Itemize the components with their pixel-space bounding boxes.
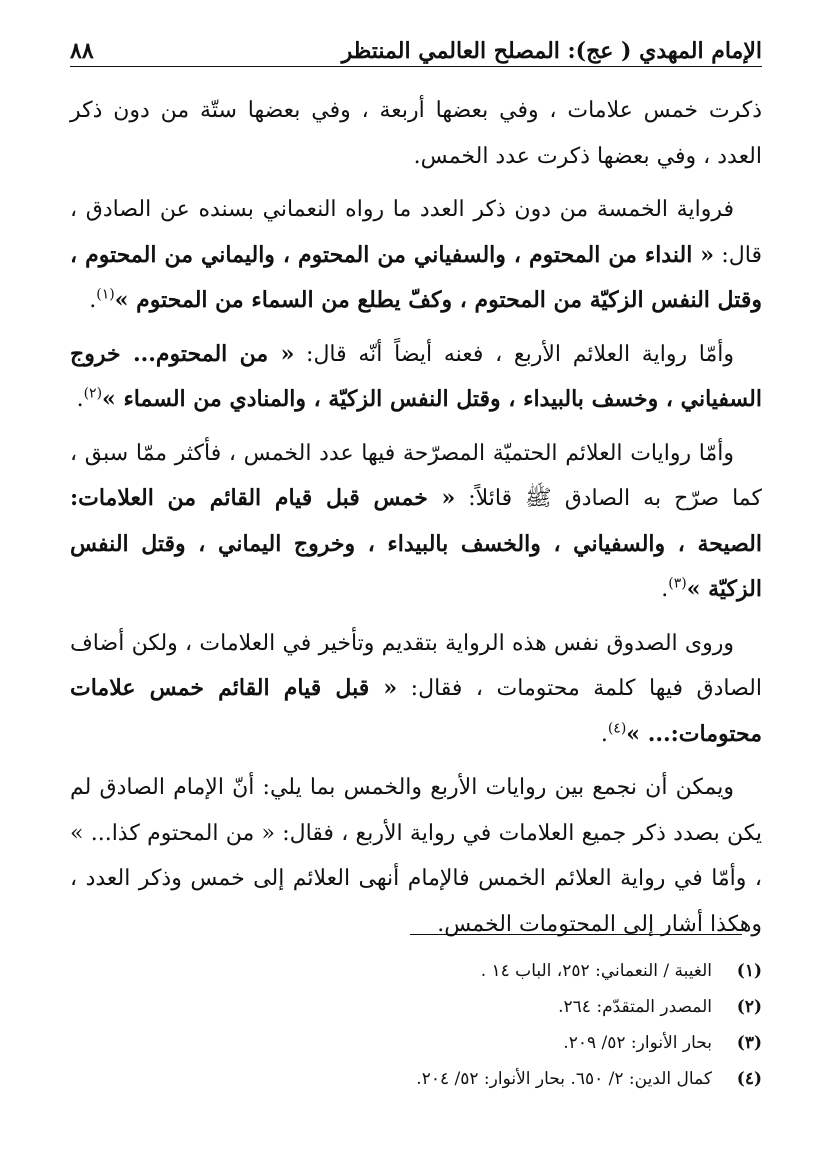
footnote — [70, 1061, 762, 1097]
quoted-narration: « من المحتوم... خروج السفياني ، وخسف بالبيداء ، وقتل النفس الزكيّة ، والمنادي من السماء » — [70, 340, 762, 412]
footnote-number: (٤) — [736, 1069, 762, 1089]
text-run: وأمّا روايات العلائم الحتميّة المصرّحة فيها عدد الخمس ، فأكثر ممّا سبق ، كما صرّح به الصادق ﷺ قائلاً: — [70, 440, 762, 511]
footnote-separator — [410, 934, 742, 935]
text-run: فرواية الخمسة من دون ذكر العدد ما رواه النعماني بسنده عن الصادق ، قال: — [70, 197, 763, 268]
footnote-text: المصدر المتقدّم: ٢٦٤. — [558, 997, 712, 1017]
page-header — [70, 24, 762, 68]
text-run: . — [661, 577, 669, 602]
footnotes — [70, 953, 762, 1097]
quoted-narration: « خمس قبل قيام القائم من العلامات: الصيحة ، والسفياني ، والخسف بالبيداء ، وخروج اليماني ، وقتل النفس الزكيّة » — [70, 485, 762, 602]
quoted-narration: « قبل قيام القائم خمس علامات محتومات:... » — [70, 675, 762, 747]
footnote-ref: (١) — [96, 286, 115, 303]
text-run: وأمّا رواية العلائم الأربع ، فعنه أيضاً أنّه قال: — [294, 341, 734, 367]
footnote — [70, 953, 762, 989]
paragraph — [70, 332, 762, 423]
footnote-ref: (٤) — [607, 720, 627, 737]
footnote-text: بحار الأنوار: ٥٢/ ٢٠٩. — [563, 1033, 712, 1053]
text-run: . — [89, 288, 97, 313]
running-title: الإمام المهدي ( عج): المصلح العالمي المنتظر — [341, 38, 762, 64]
text-run: . — [76, 387, 84, 412]
footnote-text: كمال الدين: ٢/ ٦٥٠. بحار الأنوار: ٥٢/ ٢٠٤. — [416, 1069, 712, 1089]
footnote — [70, 1025, 762, 1061]
footnote-text: الغيبة / النعماني: ٢٥٢، الباب ١٤ . — [480, 961, 712, 981]
header-rule — [70, 66, 762, 67]
footnote-ref: (٣) — [668, 575, 687, 592]
footnote-number: (١) — [736, 961, 762, 981]
page-number: ٨٨ — [70, 38, 94, 64]
text-run: . — [600, 721, 608, 747]
footnote-ref: (٢) — [83, 385, 103, 402]
paragraph — [70, 765, 762, 947]
main-text — [70, 88, 762, 955]
text-run: وروى الصدوق نفس هذه الرواية بتقديم وتأخير في العلامات ، ولكن أضاف الصادق فيها كلمة محتومات ، فقال: — [70, 630, 762, 701]
paragraph — [70, 621, 762, 758]
text-run: ويمكن أن نجمع بين روايات الأربع والخمس بما يلي: أنّ الإمام الصادق لم يكن بصدد ذكر جميع العلامات في رواية الأربع ، فقال: « من المحتوم كذا... » ، وأمّا في رواية العلائم الخمس فالإمام أنهى العلائم إلى خمس وذكر العدد ، وهكذا أشار إلى المحتومات الخمس. — [70, 775, 762, 937]
footnote-number: (٢) — [736, 997, 762, 1017]
paragraph — [70, 88, 762, 179]
footnote-number: (٣) — [736, 1033, 762, 1053]
paragraph — [70, 187, 762, 324]
paragraph — [70, 431, 762, 613]
text-run: ذكرت خمس علامات ، وفي بعضها أربعة ، وفي بعضها ستّة من دون ذكر العدد ، وفي بعضها ذكرت عدد الخمس. — [70, 98, 762, 169]
footnote — [70, 989, 762, 1025]
quoted-narration: « النداء من المحتوم ، والسفياني من المحتوم ، واليماني من المحتوم ، وقتل النفس الزكيّة من المحتوم ، وكفّ يطلع من السماء من المحتوم » — [70, 241, 762, 313]
